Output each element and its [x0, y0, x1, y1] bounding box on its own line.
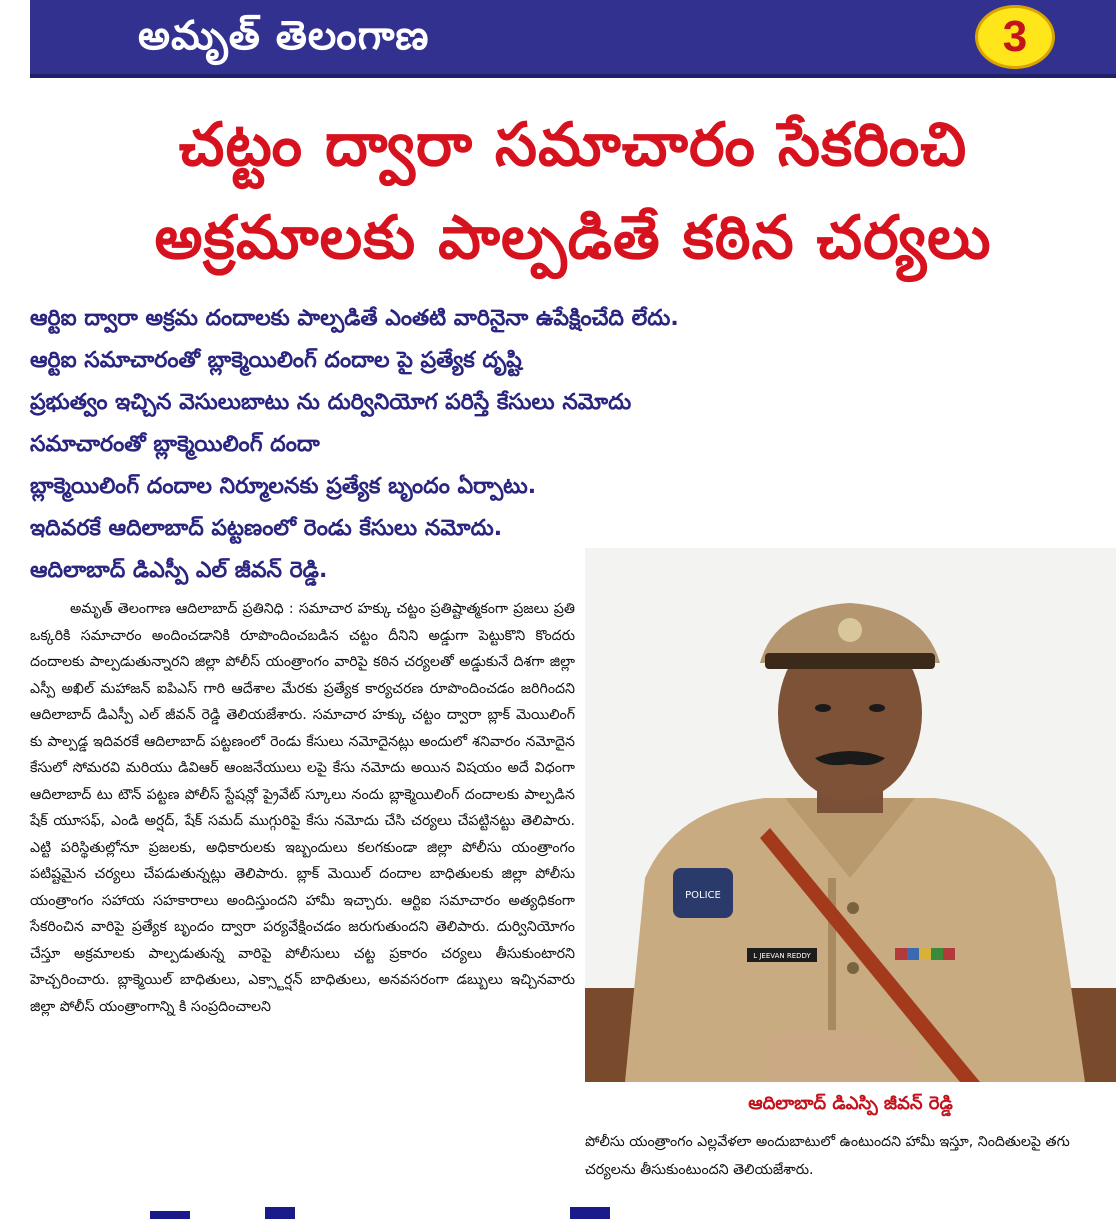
highlight-line: ఆదిలాబాద్ డిఎస్పీ ఎల్ జీవన్ రెడ్డి.: [30, 558, 328, 583]
shoulder-badge-text: POLICE: [685, 890, 721, 901]
masthead: [30, 0, 1116, 78]
highlight-line: ఆర్టిఐ ద్వారా అక్రమ దందాలకు పాల్పడితే ఎంతటి వారినైనా ఉపేక్షించేది లేదు.: [30, 306, 679, 331]
cap-badge-icon: [838, 618, 862, 642]
photo-caption: ఆదిలాబాద్ డిఎస్పి జీవన్ రెడ్డి: [748, 1093, 953, 1114]
headline-line-2: అక్రమాలకు పాల్పడితే కఠిన చర్యలు: [154, 203, 992, 273]
highlight-line: బ్లాక్మెయిలింగ్ దందాల నిర్మూలనకు ప్రత్యేక బృందం ఏర్పాటు.: [30, 474, 537, 499]
officer-photo: [585, 548, 1116, 1082]
cap-peak: [765, 653, 935, 669]
officer-portrait-illustration: [585, 548, 1116, 1082]
page-number-badge: 3: [975, 5, 1055, 69]
highlight-line: సమాచారంతో బ్లాక్మెయిలింగ్ దందా: [30, 432, 320, 457]
medal-ribbons: [895, 948, 955, 960]
newspaper-title: అమృత్ తెలంగాణ: [138, 13, 430, 59]
article-body: అమృత్ తెలంగాణ ఆదిలాబాద్ ప్రతినిధి : సమాచార హక్కు చట్టం ప్రతిష్టాత్మకంగా ప్రజలు ప్రతి ఒక్కరికి సమాచారం అందించడానికి రూపొందించబడిన చట్టం దీనిని అడ్డుగా పెట్టుకొని కొందరు దందాలకు పాల్పడుతున్నారని జిల్లా పోలీస్ యంత్రాంగం వారిపై కఠిన చర్యలతో అడ్డుకునే దిశగా జిల్లా ఎస్పీ అఖిల్ మహాజన్ ఐపిఎస్ గారి ఆదేశాల మేరకు ప్రత్యేక కార్యచరణ రూపొందించడం జరిగిందని ఆదిలాబాద్ డిఎస్పీ ఎల్ జీవన్ రెడ్డి తెలియజేశారు. సమాచార హక్కు చట్టం ద్వారా బ్లాక్ మెయిలింగ్ కు పాల్పడ్డ ఇదివరకే ఆదిలాబాద్ పట్టణంలో రెండు కేసులు నమోదైనట్లు అందులో శనివారం నమోదైన కేసులో సోమరవి మరియు డివిఆర్ ఆంజనేయులు లపై కేసు నమోదు అయిన విషయం అదే విధంగా ఆదిలాబాద్ టు టౌన్ పట్టణ పోలీస్ స్టేషన్లో ప్రైవేట్ స్కూలు నందు బ్లాక్మెయిలింగ్ దందాలకు పాల్పడిన షేక్ యూసఫ్, ఎండి అర్షద్, షేక్ సమద్ ముగ్గురిపై కేసు నమోదు చేసి చర్యలు చేపట్టినట్టు తెలిపారు. ఎట్టి పరిస్థితుల్లోనూ ప్రజలకు, అధికారులకు ఇబ్బందులు కలగకుండా జిల్లా పోలీసు యంత్రాంగం పటిష్టమైన చర్యలు చేపడుతున్నట్లు తెలిపారు. బ్లాక్ మెయిల్ దందాల బాధితులకు జిల్లా పోలీసు యంత్రాంగం సహాయ సహకారాలు అందిస్తుందని హామీ ఇచ్చారు. ఆర్టిఐ సమాచారం అత్యధికంగా సేకరించిన వారిపై ప్రత్యేక బృందం ద్వారా పర్యవేక్షించడం జరుగుతుందని తెలిపారు. దుర్వినియోగం చేస్తూ అక్రమాలకు పాల్పడుతున్న వారిపై పోలీసులు చట్ట ప్రకారం చర్యలు తీసుకుంటారని హెచ్చరించారు. బ్లాక్మెయిల్ బాధితులు, ఎక్స్టార్షన్ బాధితులు, అనవసరంగా డబ్బులు ఇచ్చినవారు జిల్లా పోలీస్ యంత్రాంగాన్ని కి సంప్రదించాలని: [30, 601, 575, 1015]
highlight-line: ప్రభుత్వం ఇచ్చిన వెసులుబాటు ను దుర్వినియోగ పరిస్తే కేసులు నమోదు: [30, 390, 632, 415]
name-tag-text: L JEEVAN REDDY: [753, 952, 811, 960]
headline-line-1: చట్టం ద్వారా సమాచారం సేకరించి: [178, 110, 968, 180]
highlight-line: ఆర్టిఐ సమాచారంతో బ్లాక్మెయిలింగ్ దందాల పై ప్రత్యేక దృష్టి: [30, 348, 522, 373]
highlight-line: ఇదివరకే ఆదిలాబాద్ పట్టణంలో రెండు కేసులు నమోదు.: [30, 516, 503, 541]
next-article-strip: [0, 1205, 1116, 1219]
article-body-continuation: పోలీసు యంత్రాంగం ఎల్లవేళలా అందుబాటులో ఉంటుందని హామీ ఇస్తూ, నిందితులపై తగు చర్యలను తీసుకుంటుందని తెలియజేశారు.: [585, 1134, 1070, 1178]
